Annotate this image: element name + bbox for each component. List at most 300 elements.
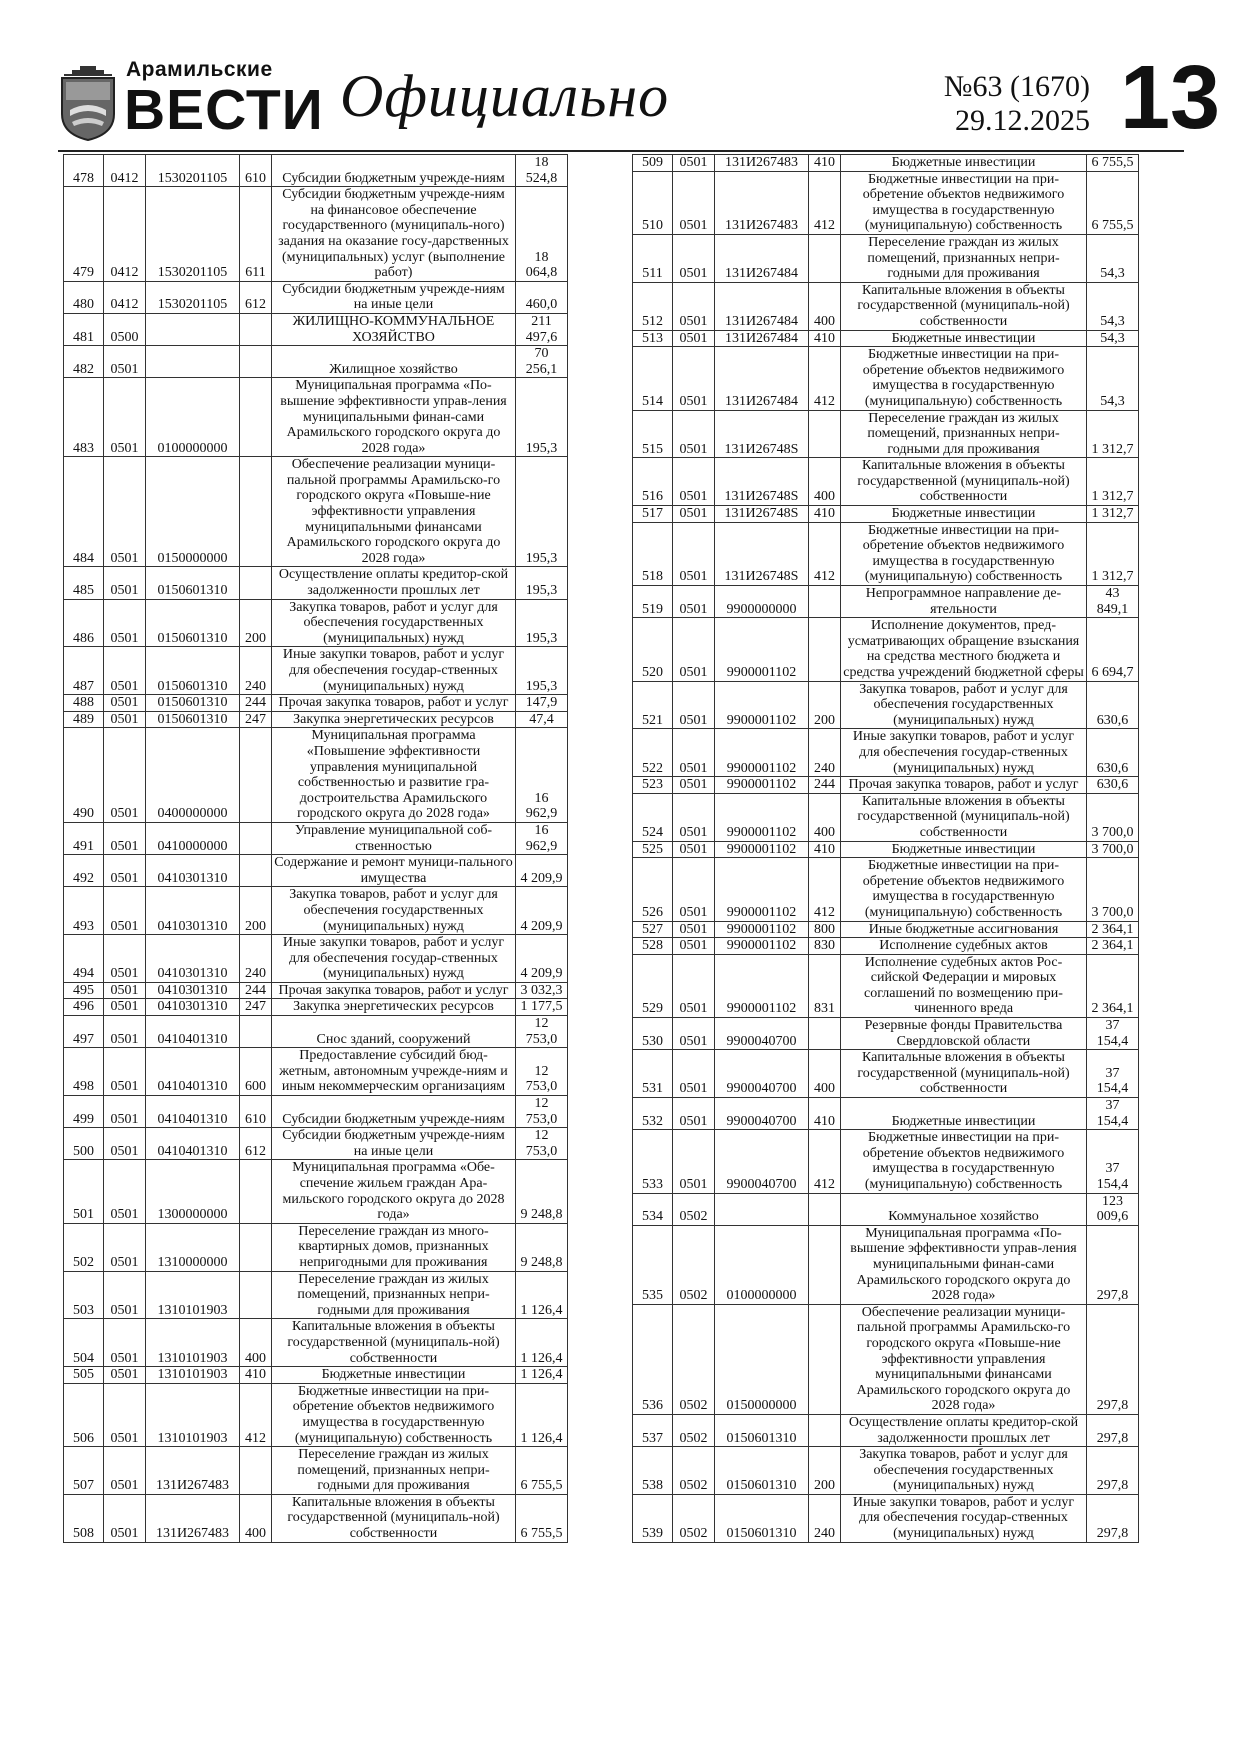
- amount: 3 700,0: [1087, 858, 1139, 921]
- expense-type-code: 412: [809, 171, 841, 234]
- target-article-code: [146, 313, 240, 345]
- table-row: [64, 1048, 568, 1096]
- section-code: 0501: [104, 1383, 146, 1446]
- target-article-code: 131И267483: [715, 155, 809, 172]
- item-name: Бюджетные инвестиции на при-обретение объектов недвижимого имущества в государственную (муниципальную) собственность: [272, 1383, 516, 1446]
- amount: 297,8: [1087, 1494, 1139, 1542]
- table-row: [64, 1016, 568, 1048]
- section-code: 0501: [104, 695, 146, 712]
- target-article-code: 0150000000: [146, 457, 240, 567]
- item-name: Переселение граждан из жилых помещений, признанных непри-годными для проживания: [272, 1447, 516, 1495]
- target-article-code: 0410401310: [146, 1048, 240, 1096]
- amount: 297,8: [1087, 1304, 1139, 1414]
- section-code: 0501: [673, 458, 715, 506]
- amount: 297,8: [1087, 1225, 1139, 1304]
- target-article-code: 9900001102: [715, 841, 809, 858]
- section-code: 0501: [673, 330, 715, 347]
- section-code: 0501: [104, 822, 146, 854]
- expense-type-code: 410: [240, 1367, 272, 1384]
- expense-type-code: 200: [809, 1447, 841, 1495]
- table-row: [64, 457, 568, 567]
- table-row: [64, 1494, 568, 1542]
- expense-type-code: 244: [809, 777, 841, 794]
- expense-type-code: [240, 1016, 272, 1048]
- row-number: 525: [633, 841, 673, 858]
- item-name: Переселение граждан из много-квартирных домов, признанных непригодными для проживания: [272, 1223, 516, 1271]
- row-number: 524: [633, 793, 673, 841]
- table-row: [633, 586, 1139, 618]
- table-row: [64, 1447, 568, 1495]
- item-name: Предоставление субсидий бюд-жетным, автономным учрежде-ниям и иным некоммерческим организациям: [272, 1048, 516, 1096]
- expense-type-code: [240, 313, 272, 345]
- amount: 12 753,0: [516, 1016, 568, 1048]
- table-row: [633, 458, 1139, 506]
- section-code: 0501: [104, 999, 146, 1016]
- table-row: [64, 999, 568, 1016]
- table-row: [64, 599, 568, 647]
- item-name: Исполнение судебных актов Рос-сийской Федерации и мировых соглашений по возмещению при-чиненного вреда: [841, 954, 1087, 1017]
- expense-type-code: 612: [240, 1128, 272, 1160]
- row-number: 529: [633, 954, 673, 1017]
- budget-table-left: [63, 154, 568, 1543]
- item-name: Обеспечение реализации муници-пальной программы Арамильско-го городского округа «Повыше-ние эффективности управления муниципальными финансами Арамильского городского округа до 2028 года»: [272, 457, 516, 567]
- row-number: 485: [64, 567, 104, 599]
- table-row: [633, 618, 1139, 681]
- item-name: Капитальные вложения в объекты государственной (муниципаль-ной) собственности: [841, 458, 1087, 506]
- expense-type-code: [809, 1414, 841, 1446]
- amount: 47,4: [516, 711, 568, 728]
- row-number: 537: [633, 1414, 673, 1446]
- section-code: 0501: [673, 506, 715, 523]
- table-row: [64, 1096, 568, 1128]
- table-row: [64, 855, 568, 887]
- section-code: 0501: [673, 921, 715, 938]
- amount: 1 126,4: [516, 1367, 568, 1384]
- section-code: 0500: [104, 313, 146, 345]
- item-name: Резервные фонды Правительства Свердловской области: [841, 1018, 1087, 1050]
- row-number: 536: [633, 1304, 673, 1414]
- amount: 43 849,1: [1087, 586, 1139, 618]
- section-code: 0501: [104, 346, 146, 378]
- table-row: [633, 1494, 1139, 1542]
- item-name: Переселение граждан из жилых помещений, признанных непри-годными для проживания: [841, 410, 1087, 458]
- amount: 6 755,5: [1087, 155, 1139, 172]
- target-article-code: 0150601310: [146, 599, 240, 647]
- section-code: 0501: [673, 1018, 715, 1050]
- target-article-code: 0400000000: [146, 728, 240, 823]
- section-code: 0502: [673, 1304, 715, 1414]
- expense-type-code: 412: [809, 1130, 841, 1193]
- section-code: 0501: [104, 1160, 146, 1223]
- section-code: 0501: [104, 599, 146, 647]
- section-title: Официально: [340, 63, 670, 129]
- budget-table-right: [632, 154, 1139, 1543]
- row-number: 497: [64, 1016, 104, 1048]
- table-row: [633, 1225, 1139, 1304]
- table-row: [633, 1193, 1139, 1225]
- issue-number: №63 (1670): [943, 70, 1090, 103]
- item-name: Субсидии бюджетным учрежде-ниям: [272, 1096, 516, 1128]
- section-code: 0501: [673, 954, 715, 1017]
- expense-type-code: 610: [240, 1096, 272, 1128]
- target-article-code: 1530201105: [146, 187, 240, 282]
- item-name: Бюджетные инвестиции: [841, 1098, 1087, 1130]
- target-article-code: 1530201105: [146, 281, 240, 313]
- table-row: [633, 171, 1139, 234]
- item-name: Осуществление оплаты кредитор-ской задолженности прошлых лет: [272, 567, 516, 599]
- city-coat-of-arms-icon: [58, 60, 118, 142]
- section-code: 0501: [673, 586, 715, 618]
- target-article-code: 1310000000: [146, 1223, 240, 1271]
- row-number: 492: [64, 855, 104, 887]
- target-article-code: 9900001102: [715, 618, 809, 681]
- amount: 18 064,8: [516, 187, 568, 282]
- expense-type-code: [240, 567, 272, 599]
- section-code: 0501: [673, 1130, 715, 1193]
- row-number: 528: [633, 938, 673, 955]
- row-number: 517: [633, 506, 673, 523]
- section-code: 0501: [673, 1098, 715, 1130]
- target-article-code: 131И26748S: [715, 410, 809, 458]
- table-row: [633, 1447, 1139, 1495]
- target-article-code: 9900001102: [715, 921, 809, 938]
- amount: 54,3: [1087, 347, 1139, 410]
- section-code: 0501: [104, 1223, 146, 1271]
- row-number: 527: [633, 921, 673, 938]
- item-name: Закупка товаров, работ и услуг для обеспечения государственных (муниципальных) нужд: [272, 599, 516, 647]
- expense-type-code: 200: [240, 887, 272, 935]
- table-row: [633, 793, 1139, 841]
- expense-type-code: 400: [809, 458, 841, 506]
- section-code: 0501: [104, 567, 146, 599]
- expense-type-code: [809, 234, 841, 282]
- section-code: 0501: [673, 793, 715, 841]
- row-number: 486: [64, 599, 104, 647]
- item-name: Закупка товаров, работ и услуг для обеспечения государственных (муниципальных) нужд: [841, 681, 1087, 729]
- row-number: 479: [64, 187, 104, 282]
- target-article-code: 1310101903: [146, 1271, 240, 1319]
- expense-type-code: [240, 728, 272, 823]
- expense-type-code: [240, 1160, 272, 1223]
- amount: 4 209,9: [516, 855, 568, 887]
- section-code: 0501: [104, 647, 146, 695]
- amount: 6 755,5: [516, 1447, 568, 1495]
- section-code: 0501: [104, 1319, 146, 1367]
- table-row: [64, 155, 568, 187]
- target-article-code: 131И267484: [715, 234, 809, 282]
- section-code: 0502: [673, 1447, 715, 1495]
- amount: 630,6: [1087, 729, 1139, 777]
- expense-type-code: 410: [809, 506, 841, 523]
- table-row: [64, 1383, 568, 1446]
- item-name: Коммунальное хозяйство: [841, 1193, 1087, 1225]
- amount: 211 497,6: [516, 313, 568, 345]
- row-number: 534: [633, 1193, 673, 1225]
- item-name: Бюджетные инвестиции на при-обретение объектов недвижимого имущества в государственную (муниципальную) собственность: [841, 1130, 1087, 1193]
- masthead: [58, 48, 1221, 148]
- row-number: 480: [64, 281, 104, 313]
- table-row: [64, 313, 568, 345]
- item-name: Содержание и ремонт муници-пального имущества: [272, 855, 516, 887]
- expense-type-code: [240, 457, 272, 567]
- row-number: 521: [633, 681, 673, 729]
- table-row: [633, 155, 1139, 172]
- section-code: 0501: [673, 347, 715, 410]
- section-code: 0502: [673, 1193, 715, 1225]
- table-row: [64, 935, 568, 983]
- row-number: 495: [64, 982, 104, 999]
- amount: 37 154,4: [1087, 1130, 1139, 1193]
- target-article-code: 1310101903: [146, 1319, 240, 1367]
- target-article-code: 131И267484: [715, 347, 809, 410]
- expense-type-code: 400: [240, 1319, 272, 1367]
- table-row: [64, 822, 568, 854]
- target-article-code: 0100000000: [715, 1225, 809, 1304]
- row-number: 499: [64, 1096, 104, 1128]
- section-code: 0501: [673, 777, 715, 794]
- expense-type-code: [809, 586, 841, 618]
- section-code: 0501: [104, 1494, 146, 1542]
- target-article-code: 9900040700: [715, 1050, 809, 1098]
- amount: 3 700,0: [1087, 841, 1139, 858]
- expense-type-code: 247: [240, 711, 272, 728]
- section-code: 0501: [104, 982, 146, 999]
- table-row: [64, 1160, 568, 1223]
- item-name: Закупка энергетических ресурсов: [272, 711, 516, 728]
- item-name: Бюджетные инвестиции на при-обретение объектов недвижимого имущества в государственную (муниципальную) собственность: [841, 171, 1087, 234]
- item-name: Исполнение судебных актов: [841, 938, 1087, 955]
- row-number: 511: [633, 234, 673, 282]
- amount: 195,3: [516, 647, 568, 695]
- item-name: Иные закупки товаров, работ и услуг для обеспечения государ-ственных (муниципальных) нужд: [841, 729, 1087, 777]
- amount: 4 209,9: [516, 887, 568, 935]
- item-name: Прочая закупка товаров, работ и услуг: [272, 695, 516, 712]
- item-name: Иные закупки товаров, работ и услуг для обеспечения государ-ственных (муниципальных) нужд: [272, 647, 516, 695]
- amount: 54,3: [1087, 330, 1139, 347]
- amount: 1 312,7: [1087, 506, 1139, 523]
- target-article-code: 0150601310: [715, 1414, 809, 1446]
- amount: 1 126,4: [516, 1383, 568, 1446]
- row-number: 483: [64, 378, 104, 457]
- amount: 1 312,7: [1087, 458, 1139, 506]
- section-code: 0501: [104, 1367, 146, 1384]
- expense-type-code: 200: [809, 681, 841, 729]
- section-code: 0501: [673, 858, 715, 921]
- amount: 37 154,4: [1087, 1050, 1139, 1098]
- row-number: 538: [633, 1447, 673, 1495]
- amount: 195,3: [516, 457, 568, 567]
- table-row: [64, 1367, 568, 1384]
- row-number: 500: [64, 1128, 104, 1160]
- amount: 123 009,6: [1087, 1193, 1139, 1225]
- amount: 16 962,9: [516, 728, 568, 823]
- item-name: Прочая закупка товаров, работ и услуг: [272, 982, 516, 999]
- row-number: 507: [64, 1447, 104, 1495]
- expense-type-code: [240, 822, 272, 854]
- item-name: Переселение граждан из жилых помещений, признанных непри-годными для проживания: [272, 1271, 516, 1319]
- table-row: [64, 346, 568, 378]
- row-number: 518: [633, 522, 673, 585]
- item-name: Закупка товаров, работ и услуг для обеспечения государственных (муниципальных) нужд: [272, 887, 516, 935]
- target-article-code: 9900040700: [715, 1098, 809, 1130]
- target-article-code: 9900040700: [715, 1018, 809, 1050]
- expense-type-code: 412: [809, 522, 841, 585]
- amount: 3 700,0: [1087, 793, 1139, 841]
- table-row: [64, 378, 568, 457]
- row-number: 516: [633, 458, 673, 506]
- amount: 6 755,5: [516, 1494, 568, 1542]
- table-row: [64, 1271, 568, 1319]
- item-name: Бюджетные инвестиции на при-обретение объектов недвижимого имущества в государственную (муниципальную) собственность: [841, 347, 1087, 410]
- target-article-code: 131И26748S: [715, 522, 809, 585]
- target-article-code: 131И267483: [146, 1494, 240, 1542]
- table-row: [633, 410, 1139, 458]
- item-name: Бюджетные инвестиции на при-обретение объектов недвижимого имущества в государственную (муниципальную) собственность: [841, 858, 1087, 921]
- row-number: 478: [64, 155, 104, 187]
- expense-type-code: [809, 1018, 841, 1050]
- section-code: 0501: [104, 728, 146, 823]
- section-code: 0501: [104, 887, 146, 935]
- table-row: [633, 841, 1139, 858]
- row-number: 493: [64, 887, 104, 935]
- table-row: [633, 729, 1139, 777]
- item-name: Капитальные вложения в объекты государственной (муниципаль-ной) собственности: [272, 1319, 516, 1367]
- expense-type-code: 247: [240, 999, 272, 1016]
- table-row: [633, 921, 1139, 938]
- amount: 12 753,0: [516, 1048, 568, 1096]
- target-article-code: 0410301310: [146, 855, 240, 887]
- row-number: 490: [64, 728, 104, 823]
- amount: 18 524,8: [516, 155, 568, 187]
- expense-type-code: [809, 618, 841, 681]
- expense-type-code: 244: [240, 695, 272, 712]
- section-code: 0501: [673, 234, 715, 282]
- section-code: 0501: [104, 1128, 146, 1160]
- amount: 6 694,7: [1087, 618, 1139, 681]
- table-row: [64, 281, 568, 313]
- row-number: 505: [64, 1367, 104, 1384]
- row-number: 484: [64, 457, 104, 567]
- target-article-code: [715, 1193, 809, 1225]
- row-number: 498: [64, 1048, 104, 1096]
- row-number: 506: [64, 1383, 104, 1446]
- expense-type-code: 412: [809, 858, 841, 921]
- target-article-code: 131И267483: [146, 1447, 240, 1495]
- amount: 4 209,9: [516, 935, 568, 983]
- expense-type-code: [240, 1447, 272, 1495]
- target-article-code: 131И267483: [715, 171, 809, 234]
- table-row: [64, 1319, 568, 1367]
- target-article-code: 9900001102: [715, 777, 809, 794]
- expense-type-code: 240: [809, 729, 841, 777]
- row-number: 520: [633, 618, 673, 681]
- section-code: 0501: [673, 282, 715, 330]
- amount: 1 126,4: [516, 1319, 568, 1367]
- brand-title: ВЕСТИ: [124, 78, 324, 142]
- amount: 3 032,3: [516, 982, 568, 999]
- target-article-code: 131И267484: [715, 282, 809, 330]
- expense-type-code: 240: [809, 1494, 841, 1542]
- target-article-code: 1530201105: [146, 155, 240, 187]
- table-row: [633, 1304, 1139, 1414]
- table-row: [633, 522, 1139, 585]
- table-row: [633, 347, 1139, 410]
- target-article-code: 0100000000: [146, 378, 240, 457]
- row-number: 513: [633, 330, 673, 347]
- item-name: Субсидии бюджетным учрежде-ниям на иные цели: [272, 281, 516, 313]
- left-table: [63, 154, 568, 1543]
- expense-type-code: 410: [809, 330, 841, 347]
- target-article-code: 9900001102: [715, 858, 809, 921]
- item-name: ЖИЛИЩНО-КОММУНАЛЬНОЕ ХОЗЯЙСТВО: [272, 313, 516, 345]
- item-name: Муниципальная программа «Повышение эффективности управления муниципальной собственностью и развитие гра-достроительства Арамильского городского округа до 2028 года»: [272, 728, 516, 823]
- target-article-code: 9900001102: [715, 793, 809, 841]
- expense-type-code: 400: [809, 282, 841, 330]
- table-row: [633, 506, 1139, 523]
- row-number: 503: [64, 1271, 104, 1319]
- item-name: Субсидии бюджетным учрежде-ниям на финансовое обеспечение государственного (муниципаль-ного) задания на оказание госу-дарственных (муниципальных) услуг (выполнение работ): [272, 187, 516, 282]
- amount: 1 312,7: [1087, 522, 1139, 585]
- item-name: Капитальные вложения в объекты государственной (муниципаль-ной) собственности: [272, 1494, 516, 1542]
- target-article-code: 131И26748S: [715, 506, 809, 523]
- amount: 2 364,1: [1087, 954, 1139, 1017]
- row-number: 504: [64, 1319, 104, 1367]
- target-article-code: 0410401310: [146, 1096, 240, 1128]
- item-name: Непрограммное направление де-ятельности: [841, 586, 1087, 618]
- section-code: 0501: [104, 457, 146, 567]
- expense-type-code: [240, 1271, 272, 1319]
- row-number: 523: [633, 777, 673, 794]
- section-code: 0502: [673, 1414, 715, 1446]
- amount: 12 753,0: [516, 1128, 568, 1160]
- expense-type-code: 400: [809, 793, 841, 841]
- row-number: 509: [633, 155, 673, 172]
- amount: 37 154,4: [1087, 1018, 1139, 1050]
- item-name: Исполнение документов, пред-усматривающих обращение взыскания на средства местного бюджета и средства учреждений бюджетной сферы: [841, 618, 1087, 681]
- row-number: 510: [633, 171, 673, 234]
- table-row: [64, 982, 568, 999]
- amount: 54,3: [1087, 282, 1139, 330]
- amount: 6 755,5: [1087, 171, 1139, 234]
- section-code: 0502: [673, 1494, 715, 1542]
- target-article-code: 9900001102: [715, 938, 809, 955]
- row-number: 514: [633, 347, 673, 410]
- item-name: Капитальные вложения в объекты государственной (муниципаль-ной) собственности: [841, 1050, 1087, 1098]
- row-number: 532: [633, 1098, 673, 1130]
- item-name: Муниципальная программа «Обе-спечение жильем граждан Ара-мильского городского округа до 2028 года»: [272, 1160, 516, 1223]
- row-number: 539: [633, 1494, 673, 1542]
- row-number: 482: [64, 346, 104, 378]
- target-article-code: 9900001102: [715, 729, 809, 777]
- item-name: Бюджетные инвестиции: [841, 841, 1087, 858]
- amount: 1 126,4: [516, 1271, 568, 1319]
- expense-type-code: 600: [240, 1048, 272, 1096]
- expense-type-code: 831: [809, 954, 841, 1017]
- row-number: 526: [633, 858, 673, 921]
- row-number: 515: [633, 410, 673, 458]
- table-row: [64, 567, 568, 599]
- target-article-code: 1300000000: [146, 1160, 240, 1223]
- table-row: [633, 1130, 1139, 1193]
- target-article-code: 0150601310: [715, 1447, 809, 1495]
- expense-type-code: 240: [240, 935, 272, 983]
- row-number: 487: [64, 647, 104, 695]
- table-row: [64, 728, 568, 823]
- table-row: [633, 938, 1139, 955]
- target-article-code: 0150000000: [715, 1304, 809, 1414]
- expense-type-code: 800: [809, 921, 841, 938]
- section-code: 0502: [673, 1225, 715, 1304]
